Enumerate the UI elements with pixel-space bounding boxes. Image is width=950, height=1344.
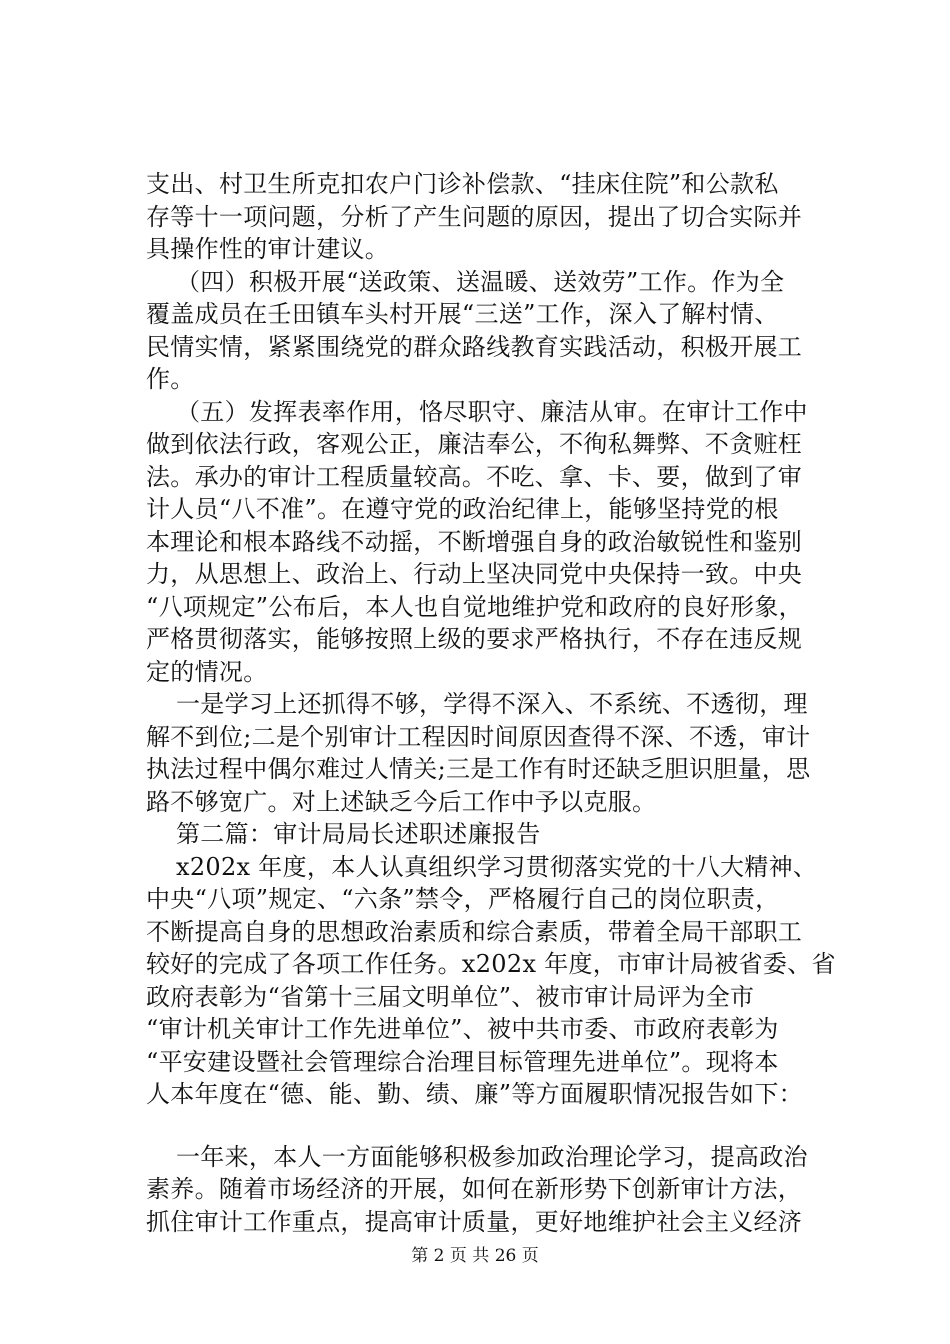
text-line: 支出、村卫生所克扣农户门诊补偿款、“挂床住院”和公款私 <box>146 170 779 198</box>
text-line: 严格贯彻落实，能够按照上级的要求严格执行，不存在违反规 <box>146 625 803 653</box>
paragraph-section-five <box>146 396 836 689</box>
text-line: 不断提高自身的思想政治素质和综合素质，带着全局干部职工 <box>146 917 803 946</box>
text-line: 政府表彰为“省第十三届文明单位”、被市审计局评为全市 <box>146 982 755 1011</box>
section-title: 第二篇：审计局局长述职述廉报告 <box>176 820 541 848</box>
text-line: （五）发挥表率作用，恪尽职守、廉洁从审。在审计工作中 <box>176 397 808 426</box>
text-line: 解不到位;二是个别审计工程因时间原因查得不深、不透，审计 <box>146 722 811 751</box>
paragraph-spacer <box>146 1111 836 1141</box>
text-line: 素养。随着市场经济的开展，如何在新形势下创新审计方法， <box>146 1175 803 1203</box>
text-line: 计人员“八不准”。在遵守党的政治纪律上，能够坚持党的根 <box>146 495 779 523</box>
text-line: 一年来，本人一方面能够积极参加政治理论学习，提高政治 <box>176 1142 808 1171</box>
text-line: x202x 年度，本人认真组织学习贯彻落实党的十八大精神、 <box>176 852 818 881</box>
text-line: 法。承办的审计工程质量较高。不吃、拿、卡、要，做到了审 <box>146 462 803 491</box>
text-line: 力，从思想上、政治上、行动上坚决同党中央保持一致。中央 <box>146 560 803 588</box>
paragraph-section-four <box>146 266 836 396</box>
text-line: 中央“八项”规定、“六条”禁令，严格履行自己的岗位职责， <box>146 885 780 913</box>
text-line: 作。 <box>146 365 195 393</box>
text-line: “平安建设暨社会管理综合治理目标管理先进单位”。现将本 <box>146 1047 779 1076</box>
text-line: 存等十一项问题，分析了产生问题的原因，提出了切合实际并 <box>146 202 803 231</box>
text-line: 一是学习上还抓得不够，学得不深入、不系统、不透彻，理 <box>176 690 808 718</box>
text-line: （四）积极开展“送政策、送温暖、送效劳”工作。作为全 <box>176 267 785 296</box>
paragraph-village-audit <box>146 168 836 266</box>
text-line: 覆盖成员在壬田镇车头村开展“三送”工作，深入了解村情、 <box>146 300 779 328</box>
text-line: 人本年度在“德、能、勤、绩、廉”等方面履职情况报告如下： <box>146 1080 803 1108</box>
paragraph-annual-summary <box>146 851 836 1111</box>
section-heading <box>146 818 836 851</box>
document-body <box>146 168 836 1238</box>
page-number-footer: 第 2 页 共 26 页 <box>411 1246 539 1266</box>
text-line: 定的情况。 <box>146 657 268 686</box>
paragraph-political-study <box>146 1141 836 1239</box>
text-line: “审计机关审计工作先进单位”、被中共市委、市政府表彰为 <box>146 1015 779 1043</box>
text-line: 较好的完成了各项工作任务。x202x 年度，市审计局被省委、省 <box>146 950 836 978</box>
text-line: 执法过程中偶尔难过人情关;三是工作有时还缺乏胆识胆量，思 <box>146 755 811 783</box>
text-line: 做到依法行政，客观公正，廉洁奉公，不徇私舞弊、不贪赃枉 <box>146 430 803 458</box>
text-line: 民情实情，紧紧围绕党的群众路线教育实践活动，积极开展工 <box>146 332 803 361</box>
text-line: 路不够宽广。对上述缺乏今后工作中予以克服。 <box>146 787 657 816</box>
paragraph-shortcomings <box>146 688 836 818</box>
text-line: “八项规定”公布后，本人也自觉地维护党和政府的良好形象， <box>146 592 803 621</box>
text-line: 具操作性的审计建议。 <box>146 235 389 263</box>
text-line: 抓住审计工作重点，提高审计质量，更好地维护社会主义经济 <box>146 1207 803 1236</box>
text-line: 本理论和根本路线不动摇，不断增强自身的政治敏锐性和鉴别 <box>146 527 803 556</box>
